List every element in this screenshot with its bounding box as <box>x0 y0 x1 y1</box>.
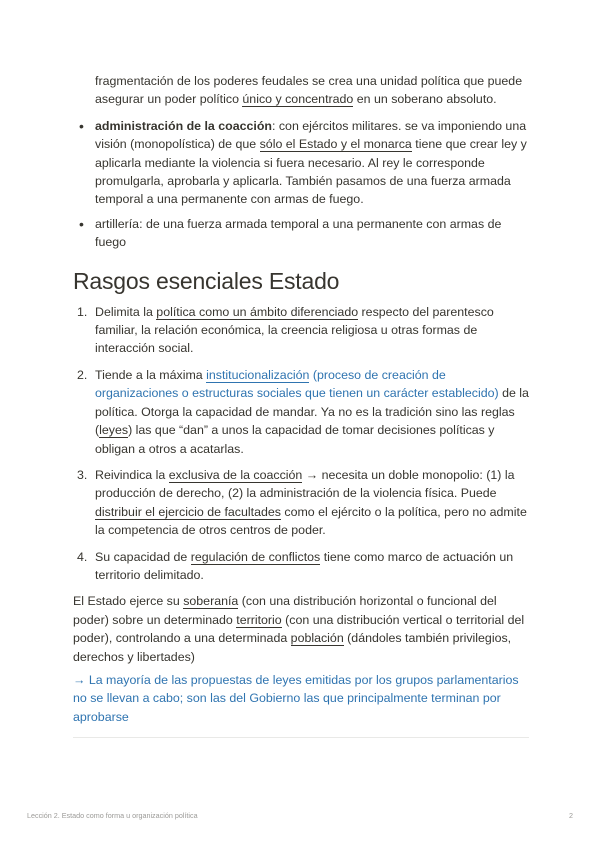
list-number: 1. <box>77 304 88 319</box>
item-text-mid: de la política. Otorga la capacidad de mandar. Ya no es la tradición sino las reglas ( <box>95 386 529 438</box>
list-number: 3. <box>77 467 88 482</box>
list-item <box>73 466 531 540</box>
list-item <box>73 117 531 209</box>
item-text: Reivindica la <box>95 467 169 482</box>
intro-paragraph <box>73 72 531 109</box>
bullet-underlined: sólo el Estado y el monarca <box>259 137 412 152</box>
bullet-icon: • <box>79 117 84 134</box>
footer-title: Lección 2. Estado como forma u organización política <box>27 811 198 820</box>
item-text: Su capacidad de <box>95 549 191 564</box>
list-number: 2. <box>77 367 88 382</box>
bullet-text: : con ejércitos militares. se va imponiendo una visión (monopolística) de que <box>95 118 527 152</box>
para-text-4: (dándoles también privilegios, derechos y libertades) <box>73 631 512 664</box>
page-footer <box>27 811 573 820</box>
bullet-icon: • <box>79 215 84 232</box>
list-item <box>73 303 531 358</box>
para-text: El Estado ejerce su <box>73 594 184 609</box>
item-underlined: leyes <box>99 423 129 438</box>
item-underlined: exclusiva de la coacción <box>168 467 303 482</box>
item-blue-note: (proceso de creación de organizaciones o estructuras sociales que tienen un carácter establecido) <box>95 367 499 401</box>
item-text-mid: → necesita un doble monopolio: (1) la producción de derecho, (2) la administración de la violencia física. Puede <box>95 467 515 501</box>
item-underlined: política como un ámbito diferenciado <box>156 304 359 319</box>
item-underlined-2: distribuir el ejercicio de facultades <box>95 504 281 519</box>
bullet-text-end: tiene que crear ley y aplicarla mediante la violencia si fuera necesario. Al rey le corresponde promulgarla, aprobarla y aplicarla. También pasamos de una fuerza armada temporal a una permanente con armas de fuego. <box>95 137 527 207</box>
list-item <box>73 548 531 585</box>
poblacion-term: población <box>290 631 344 646</box>
list-item <box>73 215 531 252</box>
bullet-list <box>73 117 531 252</box>
item-text: Tiende a la máxima <box>95 367 207 382</box>
para-text-2: (con una distribución horizontal o funcional del poder) sobre un determinado <box>73 594 497 627</box>
numbered-list <box>73 303 531 585</box>
item-text-end: ) las que “dan” a unos la capacidad de tomar decisiones políticas y obligan a otros a acatarlas. <box>95 423 495 456</box>
bullet-text: artillería: de una fuerza armada temporal a una permanente con armas de fuego <box>95 216 502 250</box>
intro-text-end: en un soberano absoluto. <box>353 92 497 107</box>
item-underlined: regulación de conflictos <box>190 549 321 564</box>
divider <box>73 737 529 738</box>
item-text-end: como el ejército o la política, pero no admite la competencia de otros centros de poder. <box>95 504 527 538</box>
bullet-bold-term: administración de la coacción <box>95 118 272 133</box>
institucionalizacion-link: institucionalización <box>206 367 310 382</box>
page-number: 2 <box>569 811 573 820</box>
intro-underlined: único y concentrado <box>242 92 354 107</box>
section-heading: Rasgos esenciales Estado <box>73 267 340 294</box>
item-text: Delimita la <box>95 304 157 319</box>
para-text-3: (con una distribución vertical o territorial del poder), controlando a una determinada <box>73 612 525 646</box>
estado-paragraph <box>73 592 531 666</box>
item-text-end: tiene como marco de actuación un territorio delimitado. <box>95 549 514 582</box>
callout-note: → La mayoría de las propuestas de leyes emitidas por los grupos parlamentarios no se llevan a cabo; son las del Gobierno las que principalmente terminan por aprobarse <box>73 672 519 724</box>
list-number: 4. <box>77 549 88 564</box>
list-item <box>73 366 531 458</box>
soberania-term: soberanía <box>183 594 239 609</box>
territorio-term: territorio <box>236 612 282 627</box>
intro-text: fragmentación de los poderes feudales se crea una unidad política que puede asegurar un poder político <box>95 74 523 107</box>
item-text-end: respecto del parentesco familiar, la relación económica, la creencia religiosa u otras formas de interacción social. <box>95 304 494 356</box>
page-content <box>73 72 531 738</box>
